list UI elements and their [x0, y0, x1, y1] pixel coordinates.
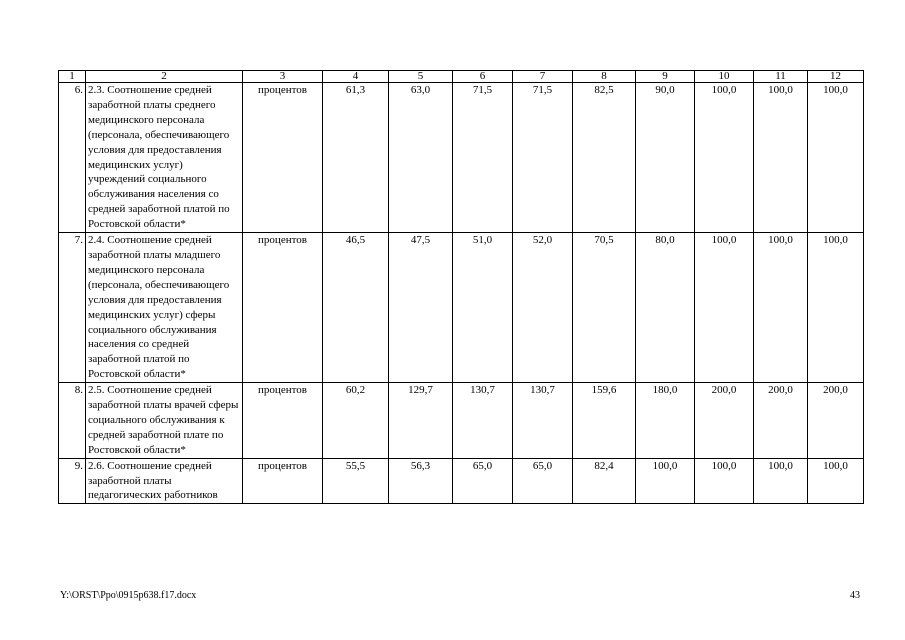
value-cell: 129,7	[389, 383, 453, 459]
column-header: 1	[59, 71, 86, 83]
column-header: 10	[695, 71, 754, 83]
value-cell: 61,3	[323, 83, 389, 233]
value-cell: 100,0	[754, 233, 808, 383]
value-cell: 56,3	[389, 458, 453, 504]
column-header: 9	[636, 71, 695, 83]
value-cell: 200,0	[695, 383, 754, 459]
value-cell: 82,4	[573, 458, 636, 504]
value-cell: 60,2	[323, 383, 389, 459]
value-cell: 100,0	[808, 83, 864, 233]
unit-cell: процентов	[243, 458, 323, 504]
value-cell: 82,5	[573, 83, 636, 233]
column-header: 7	[513, 71, 573, 83]
value-cell: 180,0	[636, 383, 695, 459]
table-body	[59, 83, 864, 504]
column-header: 6	[453, 71, 513, 83]
page-number: 43	[850, 590, 860, 601]
row-number: 8.	[59, 383, 86, 459]
unit-cell: процентов	[243, 83, 323, 233]
value-cell: 100,0	[695, 458, 754, 504]
value-cell: 100,0	[808, 458, 864, 504]
value-cell: 80,0	[636, 233, 695, 383]
table-row	[59, 458, 864, 504]
value-cell: 70,5	[573, 233, 636, 383]
value-cell: 100,0	[754, 83, 808, 233]
value-cell: 130,7	[453, 383, 513, 459]
column-header: 2	[86, 71, 243, 83]
header-row	[59, 71, 864, 83]
value-cell: 63,0	[389, 83, 453, 233]
value-cell: 55,5	[323, 458, 389, 504]
table-row	[59, 233, 864, 383]
indicator-name: 2.3. Соотношение средней заработной платы среднего медицинского персонала (персонала, обеспечивающего условия для предоставления медицинских услуг) учреждений социального обслуживания населения со средней заработной платой по Ростовской области*	[86, 83, 243, 233]
unit-cell: процентов	[243, 233, 323, 383]
indicator-name: 2.5. Соотношение средней заработной платы врачей сферы социального обслуживания к средней заработной плате по Ростовской области*	[86, 383, 243, 459]
row-number: 7.	[59, 233, 86, 383]
column-header: 12	[808, 71, 864, 83]
table-header	[59, 71, 864, 83]
column-header: 4	[323, 71, 389, 83]
value-cell: 47,5	[389, 233, 453, 383]
unit-cell: процентов	[243, 383, 323, 459]
column-header: 8	[573, 71, 636, 83]
column-header: 11	[754, 71, 808, 83]
value-cell: 100,0	[808, 233, 864, 383]
indicator-name: 2.4. Соотношение средней заработной платы младшего медицинского персонала (персонала, обеспечивающего условия для предоставления медицинских услуг) сферы социального обслуживания населения со средней заработной платой по Ростовской области*	[86, 233, 243, 383]
value-cell: 100,0	[636, 458, 695, 504]
document-path: Y:\ORST\Ppo\0915p638.f17.docx	[60, 590, 197, 601]
table-row	[59, 83, 864, 233]
value-cell: 52,0	[513, 233, 573, 383]
value-cell: 51,0	[453, 233, 513, 383]
value-cell: 200,0	[754, 383, 808, 459]
value-cell: 90,0	[636, 83, 695, 233]
row-number: 6.	[59, 83, 86, 233]
value-cell: 65,0	[513, 458, 573, 504]
value-cell: 71,5	[453, 83, 513, 233]
column-header: 5	[389, 71, 453, 83]
value-cell: 130,7	[513, 383, 573, 459]
table-row	[59, 383, 864, 459]
indicator-name: 2.6. Соотношение средней заработной платы педагогических работников	[86, 458, 243, 504]
value-cell: 100,0	[695, 233, 754, 383]
value-cell: 100,0	[695, 83, 754, 233]
value-cell: 200,0	[808, 383, 864, 459]
value-cell: 159,6	[573, 383, 636, 459]
indicators-table	[58, 70, 864, 504]
value-cell: 65,0	[453, 458, 513, 504]
value-cell: 46,5	[323, 233, 389, 383]
value-cell: 71,5	[513, 83, 573, 233]
value-cell: 100,0	[754, 458, 808, 504]
row-number: 9.	[59, 458, 86, 504]
column-header: 3	[243, 71, 323, 83]
